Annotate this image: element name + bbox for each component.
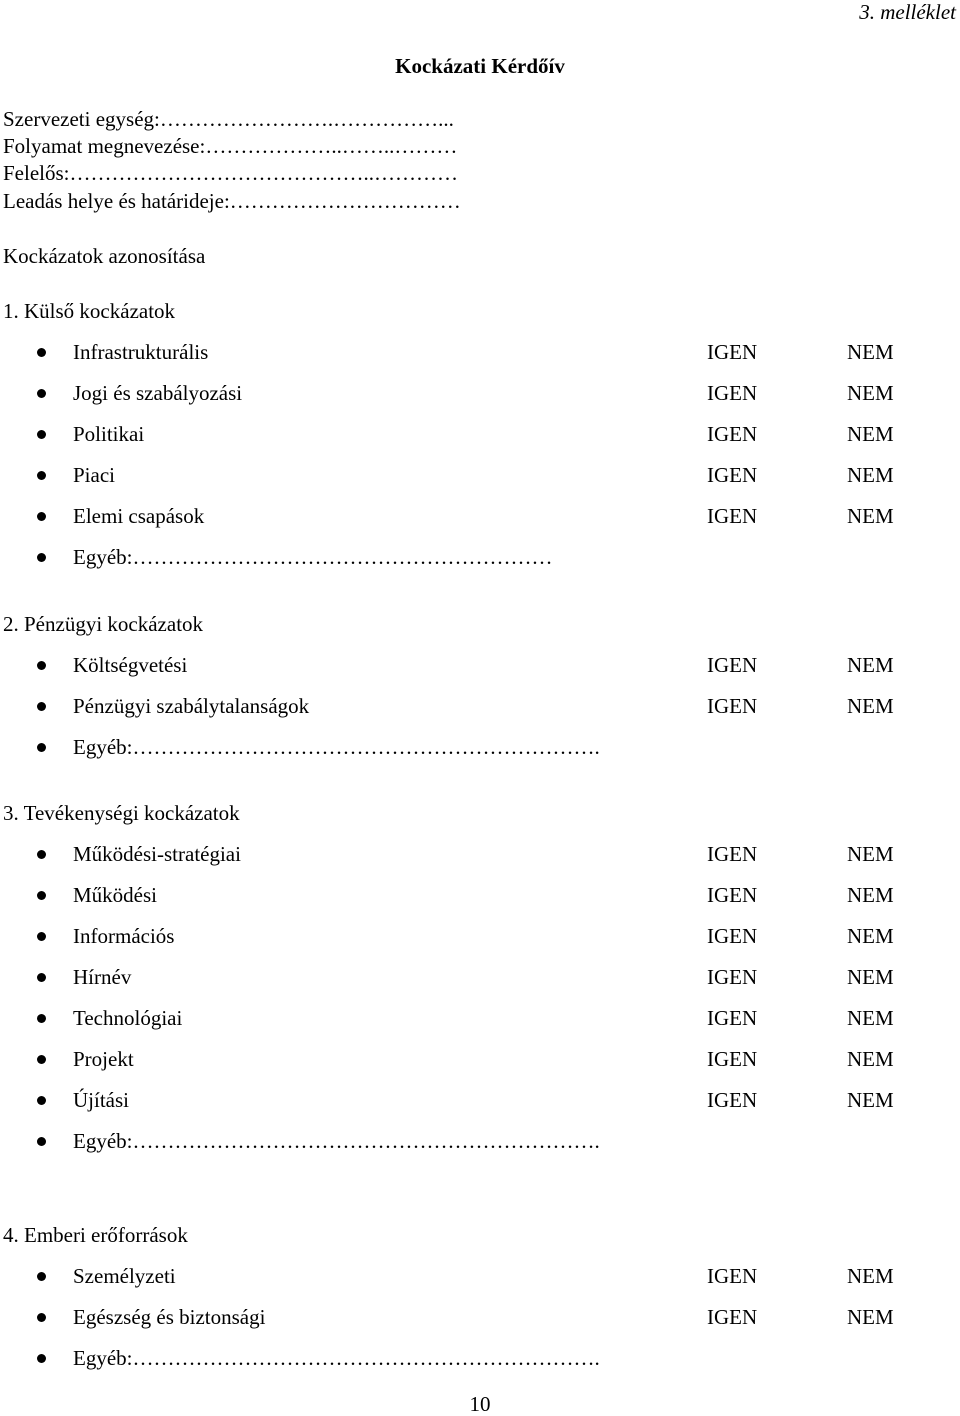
nem-option[interactable]: NEM <box>847 504 894 528</box>
nem-option[interactable]: NEM <box>847 1047 894 1071</box>
bullet-icon <box>37 661 46 670</box>
igen-option[interactable]: IGEN <box>707 694 758 718</box>
bullet-icon <box>37 850 46 859</box>
page-number: 10 <box>469 1392 491 1416</box>
igen-option[interactable]: IGEN <box>707 340 758 364</box>
bullet-icon <box>37 743 46 752</box>
section-heading: 4. Emberi erőforrások <box>3 1223 188 1247</box>
risk-item-label: Infrastrukturális <box>73 340 209 364</box>
other-field[interactable]: Egyéb:…………………………………………………… <box>73 545 553 569</box>
bullet-icon <box>37 553 46 562</box>
bullet-icon <box>37 702 46 711</box>
risk-item-label: Személyzeti <box>73 1264 176 1288</box>
bullet-icon <box>37 1272 46 1281</box>
bullet-icon <box>37 1096 46 1105</box>
nem-option[interactable]: NEM <box>847 340 894 364</box>
other-field[interactable]: Egyéb:…………………………………………………………. <box>73 1129 600 1153</box>
header-field-deadline: Leadás helye és határideje:…………………………… <box>3 189 461 213</box>
nem-option[interactable]: NEM <box>847 422 894 446</box>
risk-item-label: Elemi csapások <box>73 504 205 528</box>
igen-option[interactable]: IGEN <box>707 883 758 907</box>
igen-option[interactable]: IGEN <box>707 842 758 866</box>
igen-option[interactable]: IGEN <box>707 422 758 446</box>
bullet-icon <box>37 891 46 900</box>
nem-option[interactable]: NEM <box>847 883 894 907</box>
igen-option[interactable]: IGEN <box>707 1088 758 1112</box>
risk-item-label: Hírnév <box>73 965 132 989</box>
bullet-icon <box>37 430 46 439</box>
annex-label: 3. melléklet <box>859 0 956 24</box>
nem-option[interactable]: NEM <box>847 1264 894 1288</box>
risk-item-label: Projekt <box>73 1047 134 1071</box>
section-heading: 1. Külső kockázatok <box>3 299 176 323</box>
igen-option[interactable]: IGEN <box>707 924 758 948</box>
nem-option[interactable]: NEM <box>847 924 894 948</box>
igen-option[interactable]: IGEN <box>707 1006 758 1030</box>
risk-item-label: Technológiai <box>73 1006 183 1030</box>
bullet-icon <box>37 973 46 982</box>
bullet-icon <box>37 1014 46 1023</box>
other-field[interactable]: Egyéb:…………………………………………………………. <box>73 735 600 759</box>
nem-option[interactable]: NEM <box>847 381 894 405</box>
risk-item-label: Politikai <box>73 422 145 446</box>
nem-option[interactable]: NEM <box>847 653 894 677</box>
nem-option[interactable]: NEM <box>847 842 894 866</box>
igen-option[interactable]: IGEN <box>707 965 758 989</box>
risk-item-label: Jogi és szabályozási <box>73 381 243 405</box>
risk-item-label: Egészség és biztonsági <box>73 1305 266 1329</box>
section-heading: 3. Tevékenységi kockázatok <box>3 801 240 825</box>
risk-item-label: Információs <box>73 924 175 948</box>
other-field[interactable]: Egyéb:…………………………………………………………. <box>73 1346 600 1370</box>
igen-option[interactable]: IGEN <box>707 1264 758 1288</box>
nem-option[interactable]: NEM <box>847 1006 894 1030</box>
bullet-icon <box>37 512 46 521</box>
risk-item-label: Piaci <box>73 463 115 487</box>
risk-item-label: Költségvetési <box>73 653 188 677</box>
igen-option[interactable]: IGEN <box>707 1047 758 1071</box>
bullet-icon <box>37 1137 46 1146</box>
risk-item-label: Működési-stratégiai <box>73 842 241 866</box>
header-field-process: Folyamat megnevezése:………………..……..……… <box>3 134 458 158</box>
risk-item-label: Újítási <box>73 1088 129 1112</box>
nem-option[interactable]: NEM <box>847 1088 894 1112</box>
nem-option[interactable]: NEM <box>847 694 894 718</box>
form-title: Kockázati Kérdőív <box>395 54 565 78</box>
bullet-icon <box>37 348 46 357</box>
igen-option[interactable]: IGEN <box>707 504 758 528</box>
nem-option[interactable]: NEM <box>847 463 894 487</box>
igen-option[interactable]: IGEN <box>707 463 758 487</box>
bullet-icon <box>37 1354 46 1363</box>
bullet-icon <box>37 1055 46 1064</box>
bullet-icon <box>37 471 46 480</box>
section-heading: 2. Pénzügyi kockázatok <box>3 612 204 636</box>
igen-option[interactable]: IGEN <box>707 653 758 677</box>
nem-option[interactable]: NEM <box>847 965 894 989</box>
igen-option[interactable]: IGEN <box>707 1305 758 1329</box>
header-field-unit: Szervezeti egység:…………………….……………... <box>3 107 454 131</box>
bullet-icon <box>37 389 46 398</box>
intro-label: Kockázatok azonosítása <box>3 244 206 268</box>
risk-item-label: Pénzügyi szabálytalanságok <box>73 694 310 718</box>
bullet-icon <box>37 1313 46 1322</box>
bullet-icon <box>37 932 46 941</box>
nem-option[interactable]: NEM <box>847 1305 894 1329</box>
igen-option[interactable]: IGEN <box>707 381 758 405</box>
risk-item-label: Működési <box>73 883 157 907</box>
header-field-responsible: Felelős:……………………………………..………… <box>3 161 458 185</box>
